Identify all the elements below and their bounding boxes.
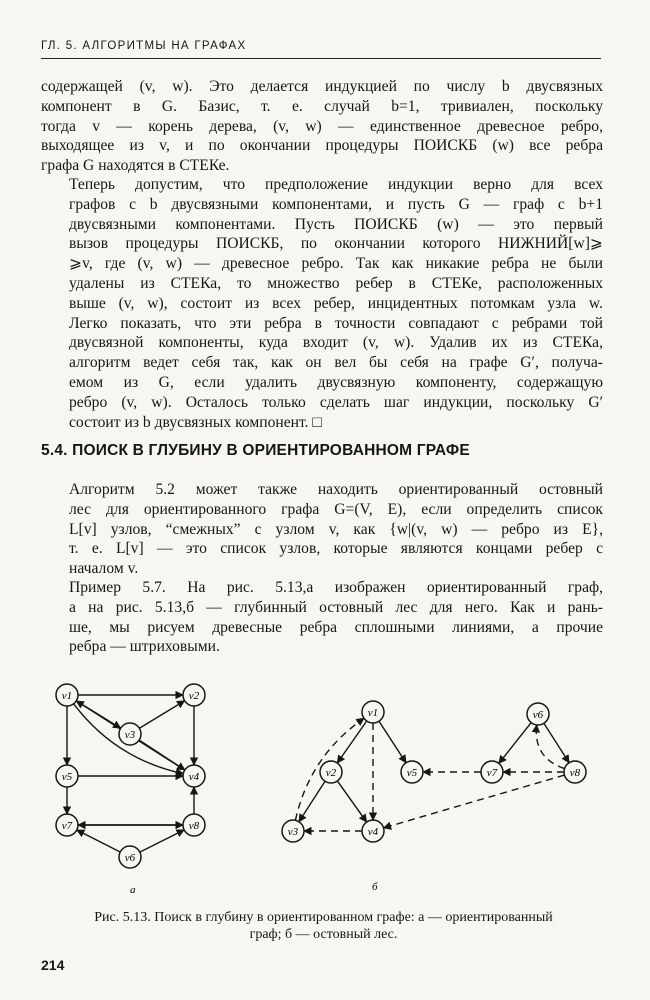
node-label: v4 <box>188 771 200 783</box>
node-label: v2 <box>325 767 337 779</box>
node-label: v8 <box>188 820 200 832</box>
node-label: v8 <box>569 767 581 779</box>
edge-b-v1-v5 <box>379 721 406 763</box>
edge-b-v6-v7 <box>499 723 531 764</box>
text-line: выше (v, w), состоит из всех ребер, инцидентных потомкам узла w. <box>69 294 603 312</box>
node-label: v1 <box>367 707 379 719</box>
node-label: v6 <box>532 709 544 721</box>
edge-a-v6-v8 <box>140 830 184 852</box>
text-line: емом из G, если удалить двусвязную компоненту, содержащую <box>69 373 603 391</box>
edge-b-v8-v6 <box>536 725 564 769</box>
text-line: Легко показать, что эти ребра в точности совпадают с ребрами той <box>69 314 603 332</box>
text-line: а на рис. 5.13,б — глубинный остовный лес для него. Как и рань- <box>69 598 603 616</box>
text-line: т. е. L[v] — это список узлов, которые являются концами ребер с <box>69 540 603 558</box>
text-line: выходящее из v, и по окончании процедуры ПОИСКБ (w) все ребра <box>41 137 603 155</box>
text-line: Теперь допустим, что предположение индукции верно для всех <box>69 176 603 193</box>
caption-line: граф; б — остовный лес. <box>249 927 398 942</box>
paragraph-1 <box>41 77 603 176</box>
text-line: двусвязными компонентами. Пусть ПОИСКБ (w) — это первый <box>69 215 603 233</box>
text-line: вызов процедуры ПОИСКБ, по окончании которого НИЖНИЙ[w]⩾ <box>69 235 603 253</box>
text-line: ⩾v, где (v, w) — древесное ребро. Так как никакие ребра не были <box>69 255 603 273</box>
node-label: v2 <box>188 690 200 702</box>
paragraph-2 <box>41 175 603 432</box>
header-rule <box>41 58 601 59</box>
node-label: v3 <box>287 826 299 838</box>
edge-a-v3-v2 <box>139 701 184 729</box>
text-line: лес для ориентированного графа G=(V, E), если определить список <box>69 500 603 518</box>
text-line: графов с b двусвязными компонентами, и пусть G — граф с b+1 <box>69 195 603 213</box>
node-label: v1 <box>61 690 73 702</box>
edge-a-v6-v7 <box>77 830 120 852</box>
text-line: графа G находятся в СТЕКе. <box>41 157 230 175</box>
text-line: компонент в G. Базис, т. е. случай b=1, тривиален, поскольку <box>41 97 603 115</box>
text-line: началом v. <box>69 560 139 578</box>
text-line: состоит из b двусвязных компонент. □ <box>69 413 322 431</box>
text-line: алгоритм ведет себя так, как он вел бы себя на графе G′, получа- <box>69 354 603 372</box>
text-line: ше, мы рисуем древесные ребра сплошными линиями, а прочие <box>69 618 603 636</box>
node-label: v5 <box>406 767 418 779</box>
paragraph-3 <box>41 480 603 579</box>
panel-a-label: a <box>130 884 136 896</box>
caption-line: Рис. 5.13. Поиск в глубину в ориентированном графе: а — ориентированный <box>94 910 553 925</box>
figure-caption <box>41 909 606 943</box>
page-number: 214 <box>41 957 65 973</box>
text-line: ребра — штриховыми. <box>69 638 220 656</box>
text-line: двусвязной компоненты, куда входит (v, w). Удалив их из СТЕКа, <box>69 334 603 352</box>
node-label: v4 <box>367 826 379 838</box>
running-head: ГЛ. 5. АЛГОРИТМЫ НА ГРАФАХ <box>41 40 247 52</box>
text-line: удалены из СТЕКа, то множество ребер в СТЕКе, расположенных <box>69 274 603 292</box>
section-title: 5.4. ПОИСК В ГЛУБИНУ В ОРИЕНТИРОВАННОМ ГРАФЕ <box>41 442 470 459</box>
text-line: тогда v — корень дерева, (v, w) — единственное древесное ребро, <box>41 117 603 135</box>
node-label: v5 <box>61 771 73 783</box>
text-line: Пример 5.7. На рис. 5.13,a изображен ориентированный граф, <box>69 579 603 596</box>
paragraph-4 <box>41 578 603 657</box>
figure-5-13 <box>0 668 650 900</box>
node-label: v3 <box>124 729 136 741</box>
node-label: v7 <box>61 820 73 832</box>
text-line: содержащей (v, w). Это делается индукцией по числу b двусвязных <box>41 78 603 95</box>
edge-b-v2-v4 <box>337 781 366 822</box>
panel-b-label: б <box>372 881 378 893</box>
text-line: Алгоритм 5.2 может также находить ориентированный остовный <box>69 481 603 498</box>
text-line: ребро (v, w). Осталось только сделать шаг индукции, поскольку G′ <box>69 393 603 411</box>
node-label: v7 <box>486 767 498 779</box>
node-label: v6 <box>124 852 136 864</box>
edge-b-v2-v3 <box>299 781 325 822</box>
edge-b-v6-v8 <box>544 723 569 762</box>
text-line: L[v] узлов, “смежных” с узлом v, как {w|(v, w) — ребро из E}, <box>69 520 603 538</box>
